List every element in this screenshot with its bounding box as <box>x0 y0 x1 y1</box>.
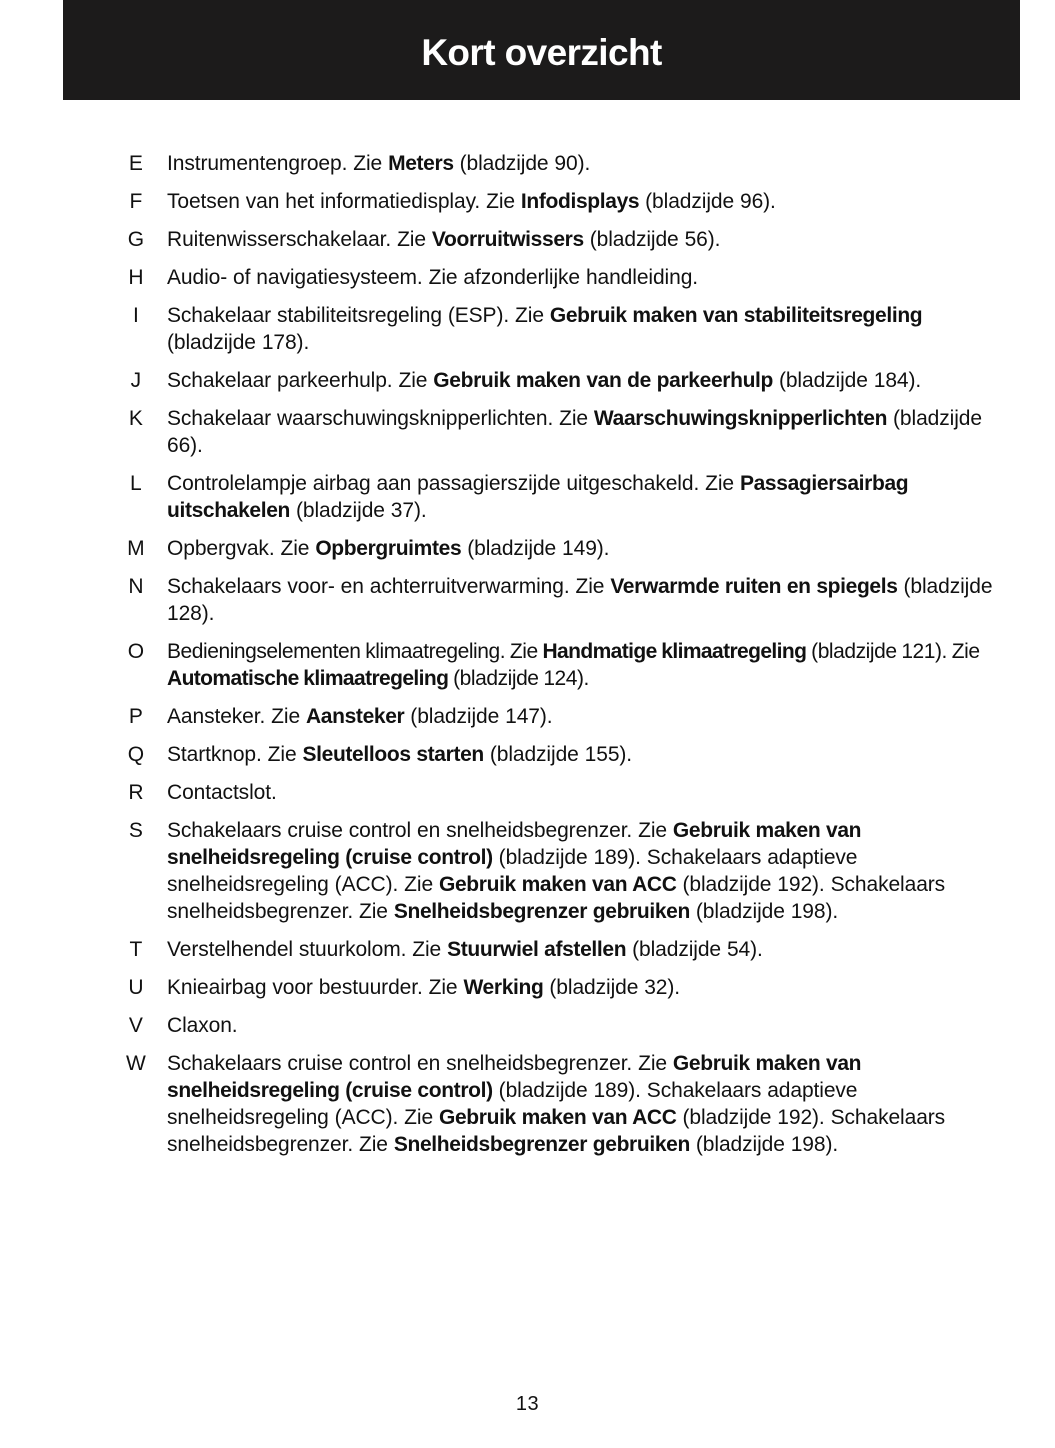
legend-entry <box>0 638 1055 692</box>
entry-description-text: (bladzijde 198). <box>689 1133 839 1156</box>
entry-description-text: (bladzijde 121). Zie <box>806 640 980 663</box>
legend-entry <box>0 779 1055 806</box>
entry-description-text: (bladzijde 184). <box>773 369 922 392</box>
legend-entry-list <box>0 150 1055 1169</box>
entry-description-text: (bladzijde 32). <box>543 976 681 999</box>
cross-reference-label: Automatische klimaatregeling <box>167 667 449 690</box>
cross-reference-label: Stuurwiel afstellen <box>447 938 627 961</box>
legend-entry-text <box>167 470 1012 524</box>
cross-reference-label: Waarschuwingsknipperlichten <box>593 407 888 430</box>
legend-entry-letter: R <box>128 781 144 804</box>
legend-entry-letter: T <box>129 938 143 961</box>
entry-description-text: Opbergvak. Zie <box>167 537 316 560</box>
legend-entry-letter: Q <box>127 743 145 766</box>
entry-description-text: Toetsen van het informatiedisplay. Zie <box>167 190 521 213</box>
legend-entry-text <box>167 638 1012 692</box>
legend-entry <box>0 817 1055 925</box>
legend-entry-text <box>167 302 1012 356</box>
legend-entry-letter: J <box>130 369 142 392</box>
legend-entry <box>0 974 1055 1001</box>
legend-entry-letter: F <box>129 190 143 213</box>
legend-entry-letter: O <box>127 640 145 663</box>
legend-entry-letter: G <box>127 228 145 251</box>
legend-entry <box>0 1050 1055 1158</box>
page-title: Kort overzicht <box>421 31 662 73</box>
legend-entry <box>0 535 1055 562</box>
legend-entry <box>0 264 1055 291</box>
entry-description-text: (bladzijde 192). Schakelaars snelheidsbegrenzer. Zie <box>167 873 946 923</box>
entry-description-text: Audio- of navigatiesysteem. Zie afzonderlijke handleiding. <box>167 266 699 289</box>
entry-description-text: Schakelaars cruise control en snelheidsbegrenzer. Zie <box>167 819 673 842</box>
cross-reference-label: Gebruik maken van de parkeerhulp <box>433 369 774 392</box>
entry-description-text: Ruitenwisserschakelaar. Zie <box>167 228 432 251</box>
legend-entry <box>0 150 1055 177</box>
legend-entry-text <box>167 1050 1012 1158</box>
legend-entry-letter: H <box>128 266 144 289</box>
legend-entry <box>0 741 1055 768</box>
entry-description-text: Aansteker. Zie <box>167 705 306 728</box>
entry-description-text: Schakelaars voor- en achterruitverwarming. Zie <box>167 575 611 598</box>
entry-description-text: (bladzijde 124). <box>448 667 589 690</box>
entry-description-text: Claxon. <box>167 1014 238 1037</box>
entry-description-text: (bladzijde 54). <box>626 938 763 961</box>
cross-reference-label: Verwarmde ruiten en spiegels <box>610 575 898 598</box>
legend-entry-text <box>167 1012 1012 1039</box>
cross-reference-label: Snelheidsbegrenzer gebruiken <box>393 900 690 923</box>
entry-description-text: Schakelaars cruise control en snelheidsbegrenzer. Zie <box>167 1052 673 1075</box>
entry-description-text: Schakelaar stabiliteitsregeling (ESP). Zie <box>167 304 550 327</box>
cross-reference-label: Meters <box>388 152 454 175</box>
legend-entry-text <box>167 974 1012 1001</box>
legend-entry-letter: M <box>127 537 145 560</box>
legend-entry-letter: S <box>128 819 144 842</box>
entry-description-text: Verstelhendel stuurkolom. Zie <box>167 938 448 961</box>
entry-description-text: (bladzijde 189). Schakelaars adaptieve snelheidsregeling (ACC). Zie <box>167 1079 858 1129</box>
page-number: 13 <box>515 1393 540 1415</box>
cross-reference-label: Werking <box>463 976 544 999</box>
cross-reference-label: Opbergruimtes <box>315 537 462 560</box>
entry-description-text: Instrumentengroep. Zie <box>167 152 389 175</box>
legend-entry <box>0 188 1055 215</box>
legend-entry <box>0 703 1055 730</box>
legend-entry-text <box>167 779 1012 806</box>
legend-entry <box>0 1012 1055 1039</box>
entry-description-text: (bladzijde 96). <box>639 190 776 213</box>
entry-description-text: (bladzijde 155). <box>483 743 633 766</box>
entry-description-text: Knieairbag voor bestuurder. Zie <box>167 976 464 999</box>
legend-entry <box>0 573 1055 627</box>
cross-reference-label: Gebruik maken van ACC <box>438 873 677 896</box>
entry-description-text: (bladzijde 147). <box>404 705 553 728</box>
entry-description-text: (bladzijde 90). <box>453 152 591 175</box>
page-header-banner <box>63 0 1020 100</box>
entry-description-text: Schakelaar parkeerhulp. Zie <box>167 369 434 392</box>
legend-entry-letter: P <box>128 705 144 728</box>
legend-entry-text <box>167 936 1012 963</box>
legend-entry-text <box>167 817 1012 925</box>
legend-entry-text <box>167 226 1012 253</box>
legend-entry-letter: W <box>125 1052 147 1075</box>
cross-reference-label: Passagiersairbag uitschakelen <box>167 472 909 522</box>
entry-description-text: Controlelampje airbag aan passagierszijde uitgeschakeld. Zie <box>167 472 740 495</box>
entry-description-text: (bladzijde 66). <box>167 407 982 457</box>
legend-entry-letter: L <box>130 472 142 495</box>
legend-entry-text <box>167 703 1012 730</box>
entry-description-text: (bladzijde 178). <box>167 331 310 354</box>
cross-reference-label: Handmatige klimaatregeling <box>542 640 807 663</box>
entry-description-text: (bladzijde 56). <box>583 228 721 251</box>
legend-entry <box>0 302 1055 356</box>
cross-reference-label: Gebruik maken van snelheidsregeling (cruise control) <box>167 1052 862 1102</box>
legend-entry-text <box>167 405 1012 459</box>
legend-entry-letter: V <box>128 1014 144 1037</box>
legend-entry <box>0 367 1055 394</box>
entry-description-text: (bladzijde 189). Schakelaars adaptieve snelheidsregeling (ACC). Zie <box>167 846 858 896</box>
page-footer <box>0 1393 1055 1416</box>
cross-reference-label: Aansteker <box>305 705 405 728</box>
entry-description-text: Schakelaar waarschuwingsknipperlichten. Zie <box>167 407 594 430</box>
legend-entry <box>0 405 1055 459</box>
legend-entry-text <box>167 264 1012 291</box>
cross-reference-label: Voorruitwissers <box>431 228 584 251</box>
entry-description-text: (bladzijde 37). <box>290 499 427 522</box>
legend-entry-text <box>167 367 1012 394</box>
cross-reference-label: Gebruik maken van ACC <box>438 1106 677 1129</box>
legend-entry-letter: N <box>128 575 144 598</box>
cross-reference-label: Infodisplays <box>520 190 640 213</box>
legend-entry-letter: I <box>132 304 140 327</box>
legend-entry <box>0 470 1055 524</box>
legend-entry-text <box>167 741 1012 768</box>
cross-reference-label: Snelheidsbegrenzer gebruiken <box>393 1133 690 1156</box>
legend-entry <box>0 936 1055 963</box>
legend-entry <box>0 226 1055 253</box>
legend-entry-letter: E <box>128 152 144 175</box>
entry-description-text: (bladzijde 149). <box>461 537 610 560</box>
cross-reference-label: Gebruik maken van stabiliteitsregeling <box>549 304 923 327</box>
cross-reference-label: Sleutelloos starten <box>302 743 484 766</box>
legend-entry-text <box>167 535 1012 562</box>
entry-description-text: Contactslot. <box>167 781 277 804</box>
legend-entry-text <box>167 188 1012 215</box>
legend-entry-text <box>167 150 1012 177</box>
entry-description-text: (bladzijde 128). <box>167 575 993 625</box>
cross-reference-label: Gebruik maken van snelheidsregeling (cruise control) <box>167 819 862 869</box>
legend-entry-letter: U <box>128 976 144 999</box>
legend-entry-letter: K <box>128 407 144 430</box>
entry-description-text: (bladzijde 198). <box>689 900 839 923</box>
entry-description-text: (bladzijde 192). Schakelaars snelheidsbegrenzer. Zie <box>167 1106 946 1156</box>
entry-description-text: Startknop. Zie <box>167 743 303 766</box>
entry-description-text: Bedieningselementen klimaatregeling. Zie <box>167 640 543 663</box>
legend-entry-text <box>167 573 1012 627</box>
